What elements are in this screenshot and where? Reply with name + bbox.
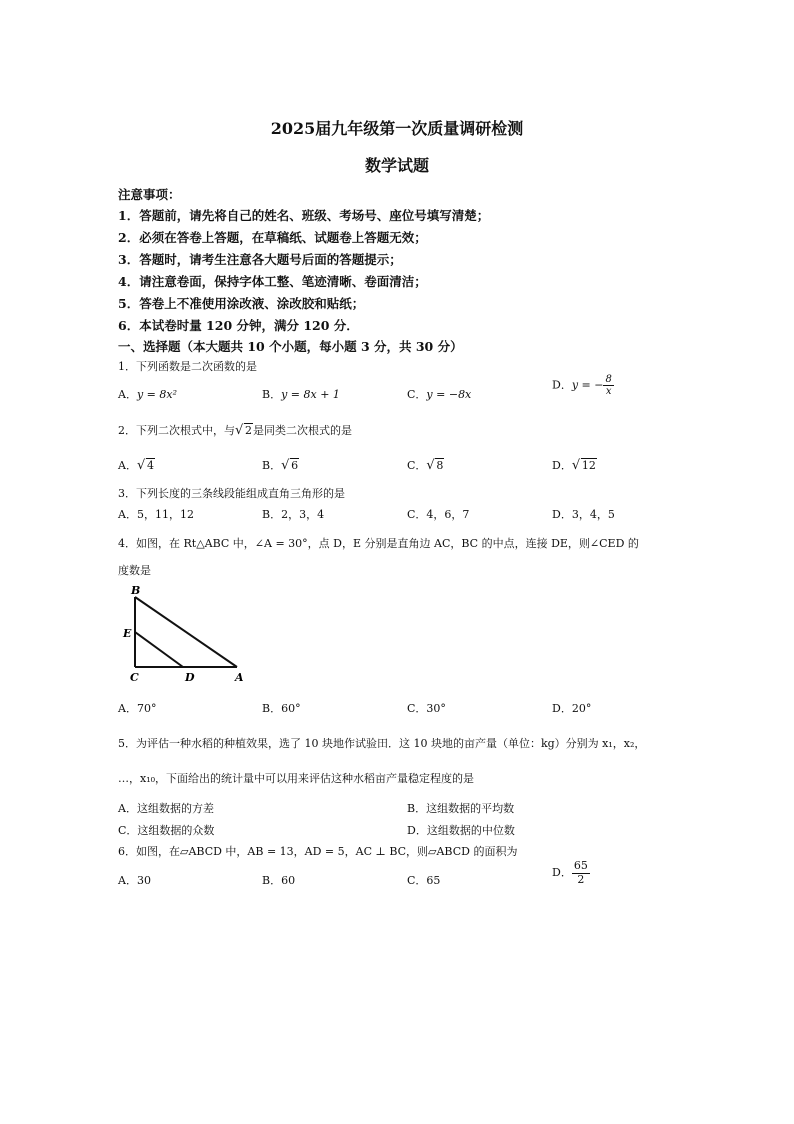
radical: √ 6 — [281, 459, 299, 472]
notice-item: 5．答卷上不准使用涂改液、涂改胶和贴纸； — [118, 296, 365, 311]
q2-option-d[interactable]: D．√ 12 — [552, 457, 597, 473]
q5-option-d[interactable]: D．这组数据的中位数 — [407, 824, 515, 837]
fraction: $\frac{8}{x}$ — [605, 374, 612, 397]
q3-option-a[interactable]: A．5，11，12 — [118, 508, 194, 521]
label-e: E — [123, 627, 132, 640]
q1-option-c[interactable]: C．y = −8x — [407, 388, 472, 401]
radical: √ 4 — [137, 459, 155, 472]
q4-option-a[interactable]: A．70° — [118, 702, 157, 715]
q3-option-c[interactable]: C．4，6，7 — [407, 508, 470, 521]
q1-option-a[interactable]: A．y = 8x² — [118, 388, 177, 401]
notice-heading: 注意事项： — [118, 187, 181, 202]
radical: √ 12 — [572, 459, 597, 472]
notice-item: 1．答题前，请先将自己的姓名、班级、考场号、座位号填写清楚； — [118, 208, 490, 223]
q3-option-b[interactable]: B．2，3，4 — [262, 508, 325, 521]
label-b: B — [131, 584, 141, 597]
question-5-stem-line2: …，x₁₀，下面给出的统计量中可以用来评估这种水稻亩产量稳定程度的是 — [118, 772, 475, 785]
question-1-stem: 1．下列函数是二次函数的是 — [118, 360, 257, 373]
notice-item: 6．本试卷时量 120 分钟，满分 120 分． — [118, 318, 359, 333]
label-a: A — [235, 671, 244, 684]
label-c: C — [130, 671, 139, 684]
exam-title: 2025届九年级第一次质量调研检测 — [270, 119, 524, 138]
q6-option-c[interactable]: C．65 — [407, 874, 441, 887]
q5-option-b[interactable]: B．这组数据的平均数 — [407, 802, 515, 815]
question-4-stem-line1: 4．如图，在 Rt△ABC 中，∠A = 30°，点 D，E 分别是直角边 AC，BC 的中点，连接 DE，则∠CED 的 — [118, 537, 639, 550]
q4-option-b[interactable]: B．60° — [262, 702, 301, 715]
q6-option-d[interactable]: D． $\frac{65}{2}$ — [552, 859, 588, 886]
question-6-stem: 6．如图，在▱ABCD 中，AB = 13，AD = 5，AC ⊥ BC，则▱ABCD 的面积为 — [118, 845, 518, 858]
q2-option-a[interactable]: A．√ 4 — [118, 457, 155, 473]
triangle-figure — [115, 583, 255, 685]
q1-option-d[interactable]: D．y = − $\frac{8}{x}$ — [552, 374, 612, 397]
question-5-stem-line1: 5．为评估一种水稻的种植效果，选了 10 块地作试验田．这 10 块地的亩产量（单位：kg）分别为 x₁，x₂， — [118, 737, 646, 750]
question-3-stem: 3．下列长度的三条线段能组成直角三角形的是 — [118, 487, 345, 500]
radical: √ 8 — [426, 459, 444, 472]
notice-item: 4．请注意卷面，保持字体工整、笔迹清晰、卷面清洁； — [118, 274, 427, 289]
question-4-stem-line2: 度数是 — [118, 564, 151, 577]
q6-option-a[interactable]: A．30 — [118, 874, 151, 887]
segment-ed — [135, 632, 183, 667]
q1-option-b[interactable]: B．y = 8x + 1 — [262, 388, 340, 401]
radical: √ 2 — [235, 424, 253, 437]
fraction: $\frac{65}{2}$ — [573, 859, 588, 886]
notice-item: 3．答题时，请考生注意各大题号后面的答题提示； — [118, 252, 402, 267]
q5-option-c[interactable]: C．这组数据的众数 — [118, 824, 215, 837]
notice-item: 2．必须在答卷上答题，在草稿纸、试题卷上答题无效； — [118, 230, 427, 245]
segment-ba — [135, 597, 237, 667]
q4-option-d[interactable]: D．20° — [552, 702, 592, 715]
q2-option-c[interactable]: C．√ 8 — [407, 457, 444, 473]
question-2-stem: 2．下列二次根式中，与√ 2是同类二次根式的是 — [118, 422, 352, 438]
label-d: D — [185, 671, 195, 684]
q3-option-d[interactable]: D．3，4，5 — [552, 508, 615, 521]
exam-subtitle: 数学试题 — [364, 156, 429, 175]
q2-option-b[interactable]: B．√ 6 — [262, 457, 299, 473]
section-heading: 一、选择题（本大题共 10 个小题，每小题 3 分，共 30 分） — [118, 339, 463, 354]
q5-option-a[interactable]: A．这组数据的方差 — [118, 802, 214, 815]
q6-option-b[interactable]: B．60 — [262, 874, 296, 887]
q4-option-c[interactable]: C．30° — [407, 702, 446, 715]
